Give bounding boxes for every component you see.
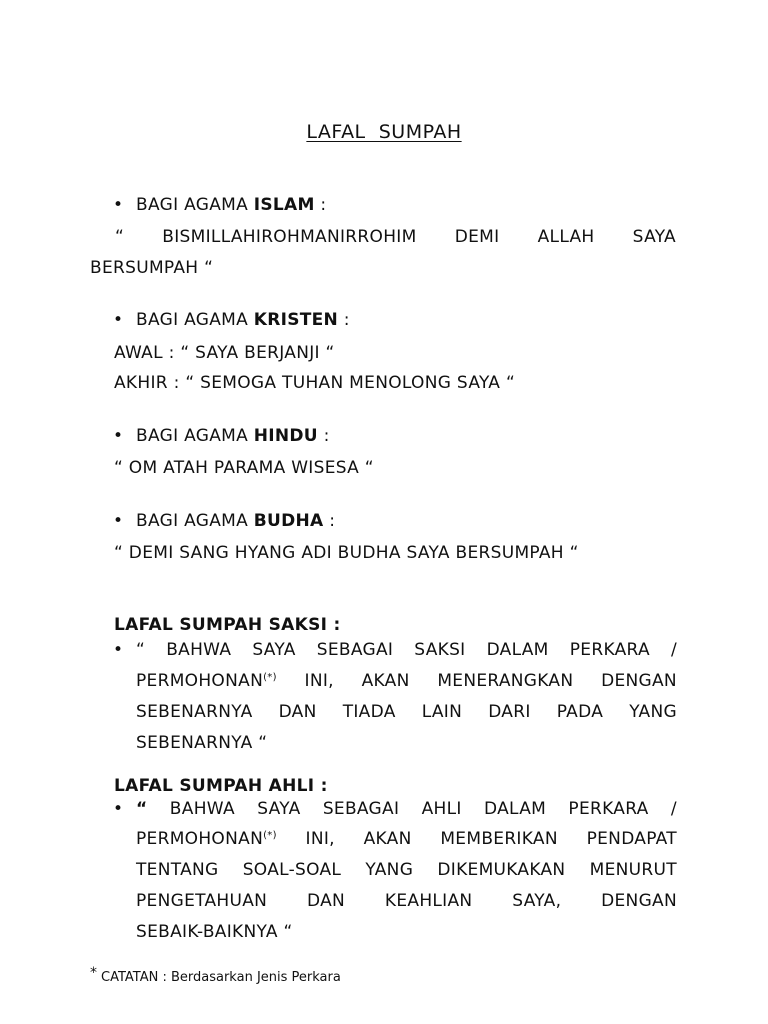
word: YANG <box>365 860 414 880</box>
word: PADA <box>556 702 604 722</box>
open-quote: “ <box>136 799 148 819</box>
word-permohonan: PERMOHONAN(*) <box>136 671 277 691</box>
hindu-oath: “ OM ATAH PARAMA WISESA “ <box>114 458 374 478</box>
kristen-label: BAGI AGAMA KRISTEN : <box>136 310 350 330</box>
word: SOAL-SOAL <box>242 860 342 880</box>
islam-oath-line1 <box>115 227 676 247</box>
word: AKAN <box>361 671 410 691</box>
bullet-budha: • <box>113 511 124 531</box>
bullet-ahli: • <box>113 799 124 819</box>
religion-kristen: KRISTEN <box>253 310 339 330</box>
word: DENGAN <box>601 671 677 691</box>
saksi-line4: SEBENARNYA “ <box>136 733 268 753</box>
bullet-hindu: • <box>113 426 124 446</box>
word: DAN <box>278 702 317 722</box>
word: BAHWA <box>169 799 235 819</box>
word: “ <box>136 640 146 660</box>
word: MEMBERIKAN <box>440 829 558 849</box>
word: SEBAGAI <box>322 799 400 819</box>
word: SAYA <box>632 227 676 247</box>
word: DEMI <box>454 227 500 247</box>
budha-label: BAGI AGAMA BUDHA : <box>136 511 336 531</box>
ahli-line4 <box>136 891 677 911</box>
footnote-marker: (*) <box>263 830 277 841</box>
ahli-line3 <box>136 860 677 880</box>
word: PENDAPAT <box>586 829 677 849</box>
footnote-star: * <box>90 965 97 981</box>
word: SEBENARNYA <box>136 702 253 722</box>
word: YANG <box>629 702 677 722</box>
word: AHLI <box>421 799 462 819</box>
budha-oath: “ DEMI SANG HYANG ADI BUDHA SAYA BERSUMPAH “ <box>114 543 579 563</box>
saksi-line2 <box>136 671 677 691</box>
saksi-heading: LAFAL SUMPAH SAKSI : <box>114 615 341 635</box>
word: SAKSI <box>414 640 466 660</box>
word: DALAM <box>486 640 549 660</box>
religion-islam: ISLAM <box>253 195 315 215</box>
word: BAHWA <box>166 640 232 660</box>
word: DIKEMUKAKAN <box>437 860 566 880</box>
word: DARI <box>488 702 531 722</box>
word: PENGETAHUAN <box>136 891 268 911</box>
word: MENERANGKAN <box>437 671 574 691</box>
ahli-heading: LAFAL SUMPAH AHLI : <box>114 776 328 796</box>
ahli-line2 <box>136 829 677 849</box>
word: “ <box>115 227 125 247</box>
word: TIADA <box>342 702 396 722</box>
word: SAYA <box>252 640 296 660</box>
word: SAYA <box>257 799 301 819</box>
word: PERKARA <box>568 799 649 819</box>
word: SEBAGAI <box>316 640 394 660</box>
word: ALLAH <box>537 227 595 247</box>
word: INI, <box>304 671 334 691</box>
footnote-marker: (*) <box>263 672 277 683</box>
religion-hindu: HINDU <box>253 426 318 446</box>
word: / <box>670 640 677 660</box>
document-title: LAFAL SUMPAH <box>306 121 462 143</box>
religion-budha: BUDHA <box>253 511 324 531</box>
footnote <box>90 965 341 985</box>
word: SAYA, <box>512 891 562 911</box>
word-permohonan: PERMOHONAN(*) <box>136 829 277 849</box>
kristen-akhir: AKHIR : “ SEMOGA TUHAN MENOLONG SAYA “ <box>114 373 516 393</box>
word: BISMILLAHIROHMANIRROHIM <box>162 227 417 247</box>
word: INI, <box>305 829 335 849</box>
word: DENGAN <box>601 891 677 911</box>
kristen-awal: AWAL : “ SAYA BERJANJI “ <box>114 343 335 363</box>
ahli-line5: SEBAIK-BAIKNYA “ <box>136 922 293 942</box>
saksi-line1 <box>136 640 677 660</box>
bullet-islam: • <box>113 195 124 215</box>
saksi-line3 <box>136 702 677 722</box>
ahli-line1 <box>136 799 677 819</box>
hindu-label: BAGI AGAMA HINDU : <box>136 426 330 446</box>
word: DAN <box>307 891 346 911</box>
word: MENURUT <box>589 860 677 880</box>
islam-oath-line2: BERSUMPAH “ <box>90 258 214 278</box>
word: DALAM <box>484 799 547 819</box>
islam-label: BAGI AGAMA ISLAM : <box>136 195 327 215</box>
bullet-kristen: • <box>113 310 124 330</box>
word: AKAN <box>363 829 412 849</box>
word: / <box>670 799 677 819</box>
word: TENTANG <box>136 860 219 880</box>
word: PERKARA <box>569 640 650 660</box>
word: KEAHLIAN <box>384 891 473 911</box>
footnote-text: CATATAN : Berdasarkan Jenis Perkara <box>101 970 341 985</box>
word: LAIN <box>421 702 463 722</box>
bullet-saksi: • <box>113 640 124 660</box>
